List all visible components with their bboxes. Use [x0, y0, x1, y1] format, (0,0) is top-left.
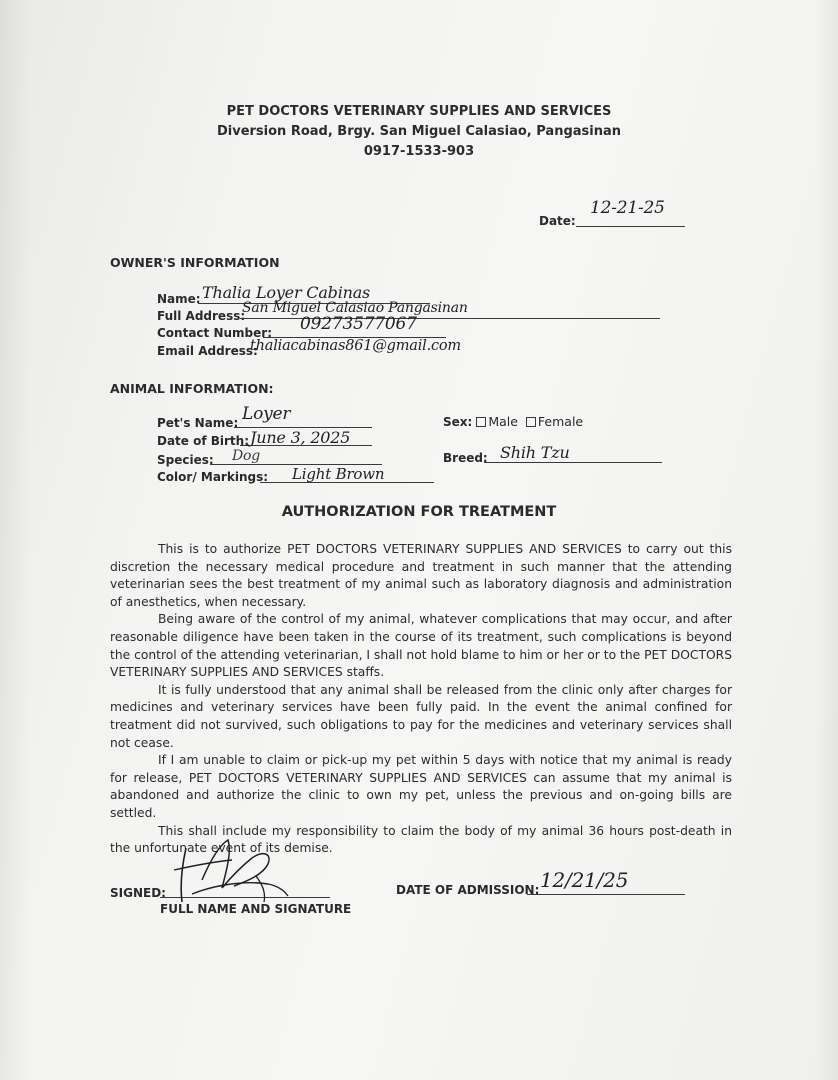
signed-label: SIGNED:: [110, 886, 166, 900]
owner-email-value[interactable]: thaliacabinas861@gmail.com: [250, 338, 461, 354]
owner-name-value[interactable]: Thalia Loyer Cabinas: [202, 283, 371, 302]
authorization-paragraph: If I am unable to claim or pick-up my pet within 5 days with notice that my animal is ready for release, PET DOCTORS VETERINARY SUPPLIES AND SERVICES can assume that my animal is abandoned and authorize the clinic to own my pet, unless the previous and on-going bills are settled.: [110, 753, 732, 820]
color-markings-value[interactable]: Light Brown: [292, 465, 385, 483]
date-underline: [576, 226, 685, 227]
sex-male-label: Male: [488, 414, 518, 429]
sex-label: Sex:: [443, 415, 473, 429]
clinic-phone: 0917-1533-903: [363, 144, 475, 159]
sex-female-label: Female: [537, 414, 584, 429]
owner-address-value[interactable]: San Miguel Calasiao Pangasinan: [242, 300, 468, 316]
owner-contact-label: Contact Number:: [157, 326, 272, 340]
authorization-paragraph: It is fully understood that any animal shall be released from the clinic only after charges for medicines and veterinary services have been fully paid. In the event the animal confined for treatment did not survived, such obligations to pay for the medicines and veterinary services shall not cease.: [110, 682, 732, 750]
owner-contact-value[interactable]: 09273577067: [300, 314, 417, 334]
sex-male-checkbox[interactable]: [476, 417, 486, 427]
admission-date-underline: [527, 894, 685, 895]
authorization-paragraph: This shall include my responsibility to claim the body of my animal 36 hours post-death in the unfortunate event of its demise.: [110, 823, 732, 856]
page-shadow-left: [0, 0, 30, 1080]
authorization-title: AUTHORIZATION FOR TREATMENT: [281, 504, 557, 520]
signature-mark[interactable]: [172, 836, 302, 910]
page-shadow-right: [816, 0, 838, 1080]
owner-section-title: OWNER'S INFORMATION: [110, 255, 280, 270]
pet-name-label: Pet's Name:: [157, 416, 239, 430]
owner-name-label: Name:: [157, 292, 201, 306]
breed-value[interactable]: Shih Tzu: [500, 443, 570, 462]
date-value[interactable]: 12-21-25: [590, 198, 665, 218]
pet-name-value[interactable]: Loyer: [242, 404, 291, 424]
owner-email-label: Email Address:: [157, 344, 258, 358]
species-value[interactable]: Dog: [232, 448, 261, 464]
color-markings-label: Color/ Markings:: [157, 470, 269, 484]
species-label: Species:: [157, 453, 214, 467]
sex-female-checkbox[interactable]: [526, 417, 536, 427]
breed-label: Breed:: [443, 451, 488, 465]
dob-value[interactable]: June 3, 2025: [250, 428, 351, 447]
authorization-body: [110, 541, 732, 858]
clinic-name: PET DOCTORS VETERINARY SUPPLIES AND SERVICES: [226, 104, 612, 119]
signature-caption: FULL NAME AND SIGNATURE: [160, 902, 352, 916]
breed-underline: [484, 462, 662, 463]
animal-section-title: ANIMAL INFORMATION:: [110, 381, 274, 396]
clinic-address: Diversion Road, Brgy. San Miguel Calasiao, Pangasinan: [216, 124, 622, 139]
sex-field: [443, 414, 583, 429]
date-label: Date:: [539, 214, 576, 228]
authorization-paragraph: Being aware of the control of my animal, whatever complications that may occur, and after reasonable diligence have been taken in the course of its treatment, such complications is beyond the control of the attending veterinarian, I shall not hold blame to him or her or to the PET DOCTORS VETERINARY SUPPLIES AND SERVICES staffs.: [110, 612, 732, 680]
admission-date-label: DATE OF ADMISSION:: [396, 883, 540, 897]
owner-address-label: Full Address:: [157, 309, 246, 323]
authorization-paragraph: This is to authorize PET DOCTORS VETERINARY SUPPLIES AND SERVICES to carry out this discretion the necessary medical procedure and treatment in such manner that the attending veterinarian sees the best treatment of my animal such as laboratory diagnosis and administration of anesthetics, when necessary.: [110, 542, 732, 609]
dob-label: Date of Birth:: [157, 434, 250, 448]
admission-date-value[interactable]: 12/21/25: [540, 868, 629, 892]
